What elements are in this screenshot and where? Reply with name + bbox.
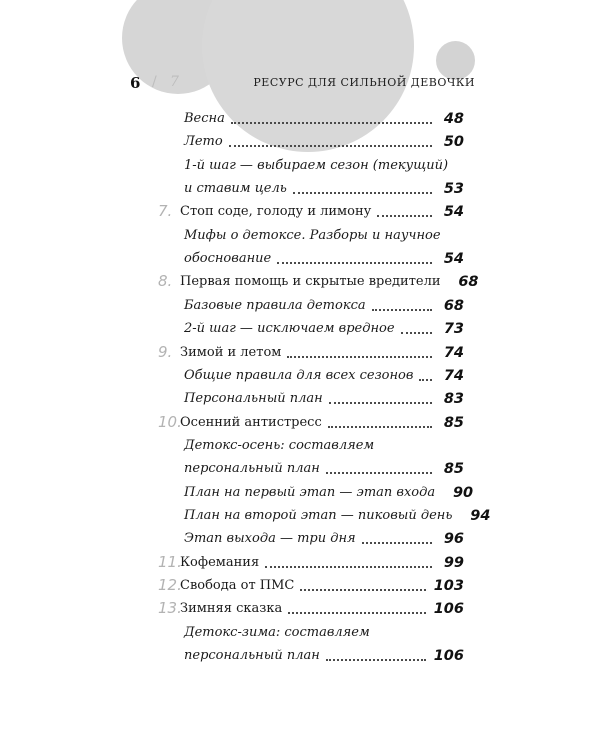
section-title: План на первый этап — этап входа [184,484,436,500]
dot-leader [401,331,432,334]
dot-leader [329,401,432,404]
page-ref: 103 [433,578,464,594]
section-title: Мифы о детоксе. Разборы и научное [184,227,441,243]
chapter-number: 9. [158,342,173,361]
toc-chapter-entry[interactable] [158,269,479,291]
dot-leader [326,658,426,661]
page-ref: 68 [458,274,479,291]
chapter-number: 13. [158,599,182,618]
page-ref: 85 [443,461,464,478]
toc-subentry[interactable] [158,456,464,478]
chapter-title: Зимняя сказка [180,601,283,617]
page-ref: 54 [443,251,464,268]
dot-leader [419,378,432,381]
section-title: План на второй этап — пиковый день [184,507,453,523]
toc-subentry[interactable] [158,106,464,128]
dot-leader [287,355,432,358]
toc-subentry[interactable] [158,363,464,385]
section-title: Детокс-осень: составляем [184,437,375,453]
section-title: 2-й шаг — исключаем вредное [184,321,395,337]
page-ref: 90 [452,484,474,501]
dot-leader [231,121,432,124]
page-ref: 85 [443,414,464,431]
toc-subentry[interactable] [158,526,464,548]
chapter-title: Первая помощь и скрытые вредители [180,274,441,290]
dot-leader [362,541,432,544]
section-title: Лето [184,134,223,150]
toc-subentry[interactable] [158,176,464,198]
toc-chapter-entry[interactable] [158,410,464,432]
toc-subentry[interactable] [158,129,464,151]
page-ref: 68 [443,297,464,314]
toc-chapter-entry[interactable] [158,596,464,618]
next-page-number: 7 [170,74,179,90]
dot-leader [277,261,432,264]
page-separator: / [152,74,157,90]
toc-subentry[interactable] [158,246,464,268]
chapter-title: Кофемания [180,554,260,570]
page-ref: 54 [443,204,464,221]
page-ref: 74 [443,367,464,384]
toc-chapter-entry[interactable] [158,340,464,362]
section-title: обоснование [184,251,272,267]
dot-leader [326,471,432,474]
toc-chapter-entry[interactable] [158,550,464,572]
page-ref: 94 [470,507,491,524]
section-title: Общие правила для всех сезонов [184,367,414,383]
section-title: Базовые правила детокса [184,297,366,313]
toc-subentry[interactable] [158,433,464,455]
page-ref: 74 [443,344,464,361]
dot-leader [300,588,425,591]
chapter-number: 7. [158,202,173,221]
toc-subentry[interactable] [158,480,474,502]
section-title: персональный план [184,648,320,664]
page-number: 6 [130,74,141,92]
page-ref: 106 [433,648,464,665]
page-ref: 96 [443,531,464,548]
chapter-number: 8. [158,272,173,291]
chapter-title: Зимой и летом [180,344,282,360]
toc-subentry[interactable] [158,386,464,408]
toc-chapter-entry[interactable] [158,199,464,221]
section-title: 1-й шаг — выбираем сезон (текущий) [184,157,449,173]
toc-subentry[interactable] [158,316,464,338]
page-ref: 83 [443,391,464,408]
chapter-title: Осенний антистресс [180,414,322,430]
toc-subentry[interactable] [158,223,464,245]
dot-leader [229,144,432,147]
page-ref: 53 [443,181,464,198]
chapter-number: 10. [158,412,182,431]
dot-leader [328,425,432,428]
section-title: персональный план [184,461,320,477]
dot-leader [293,191,432,194]
toc-subentry[interactable] [158,153,464,175]
section-title: и ставим цель [184,181,287,197]
page-ref: 50 [443,134,464,151]
dot-leader [288,611,426,614]
page-header [130,74,475,94]
chapter-number: 11. [158,552,182,571]
chapter-number: 12. [158,576,182,594]
dot-leader [377,214,432,217]
toc-subentry[interactable] [158,620,464,642]
page-ref: 106 [433,601,464,618]
dot-leader [372,308,432,311]
page-ref: 73 [443,321,464,338]
section-title: Весна [184,111,225,126]
toc-chapter-entry[interactable] [158,573,464,595]
section-title: Персональный план [184,391,323,407]
page-ref: 48 [443,111,464,127]
toc-subentry[interactable] [158,503,491,525]
chapter-title: Свобода от ПМС [180,578,295,593]
toc-subentry[interactable] [158,293,464,315]
running-title: РЕСУРС ДЛЯ СИЛЬНОЙ ДЕВОЧКИ [253,76,475,89]
chapter-title: Стоп соде, голоду и лимону [180,204,372,220]
dot-leader [265,565,432,568]
section-title: Этап выхода — три дня [184,531,356,547]
page-ref: 99 [443,554,464,571]
section-title: Детокс-зима: составляем [184,624,370,640]
toc-subentry[interactable] [158,643,464,665]
